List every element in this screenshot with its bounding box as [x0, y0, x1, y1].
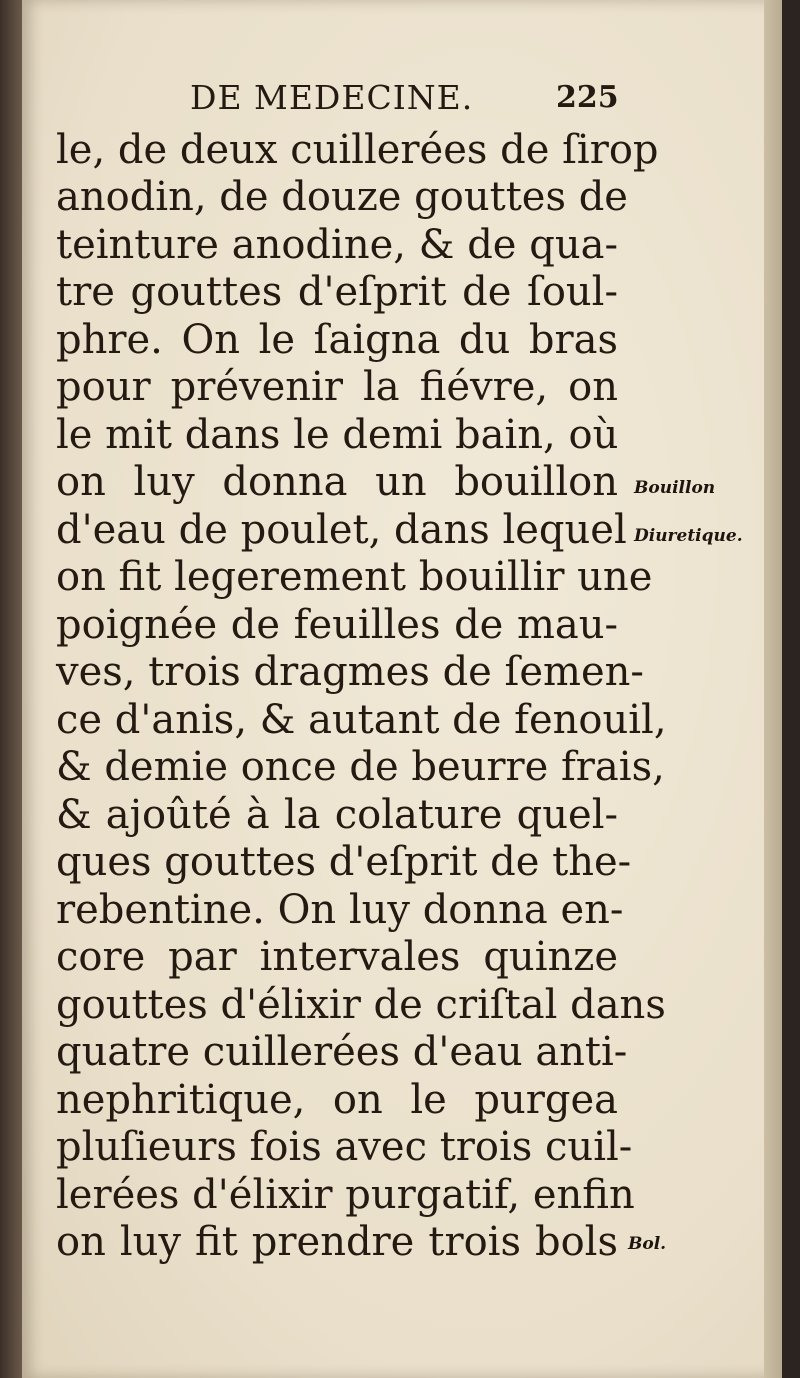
text-line: & ajoûté à la colature quel-	[56, 792, 618, 838]
text-line: on luy donna un bouillon	[56, 459, 618, 505]
text-line: phre. On le ſaigna du bras	[56, 317, 618, 363]
text-line: poignée de feuilles de mau-	[56, 602, 618, 648]
margin-note-diuretique: Diuretique.	[634, 526, 743, 546]
text-line: pluſieurs fois avec trois cuil-	[56, 1124, 633, 1170]
text-line: on fit legerement bouillir une	[56, 554, 653, 600]
text-line: le mit dans le demi bain, où	[56, 412, 619, 458]
text-line: tre gouttes d'eſprit de ſoul-	[56, 269, 618, 315]
text-line: quatre cuillerées d'eau anti-	[56, 1029, 628, 1075]
text-line: teinture anodine, & de qua-	[56, 222, 618, 268]
text-line: core par intervales quinze	[56, 934, 618, 980]
text-line: ves, trois dragmes de ſemen-	[56, 649, 644, 695]
text-line: le, de deux cuillerées de ſirop	[56, 127, 659, 173]
text-line: ce d'anis, & autant de fenouil,	[56, 697, 667, 743]
text-line: gouttes d'élixir de criſtal dans	[56, 982, 666, 1028]
text-line: lerées d'élixir purgatif, enfin	[56, 1172, 635, 1218]
text-line: on luy fit prendre trois bols	[56, 1219, 618, 1265]
text-line: anodin, de douze gouttes de	[56, 174, 628, 220]
text-line: nephritique, on le purgea	[56, 1077, 618, 1123]
margin-note-bouillon: Bouillon	[634, 478, 716, 498]
text-line: & demie once de beurre frais,	[56, 744, 665, 790]
text-line: ques gouttes d'eſprit de the-	[56, 839, 632, 885]
running-title: DE MEDECINE.	[190, 78, 474, 117]
text-line: rebentine. On luy donna en-	[56, 887, 624, 933]
margin-note-bol: Bol.	[628, 1234, 667, 1254]
text-line: pour prévenir la fiévre, on	[56, 364, 618, 410]
page-number: 225	[556, 80, 619, 115]
text-line: d'eau de poulet, dans lequel	[56, 507, 627, 553]
